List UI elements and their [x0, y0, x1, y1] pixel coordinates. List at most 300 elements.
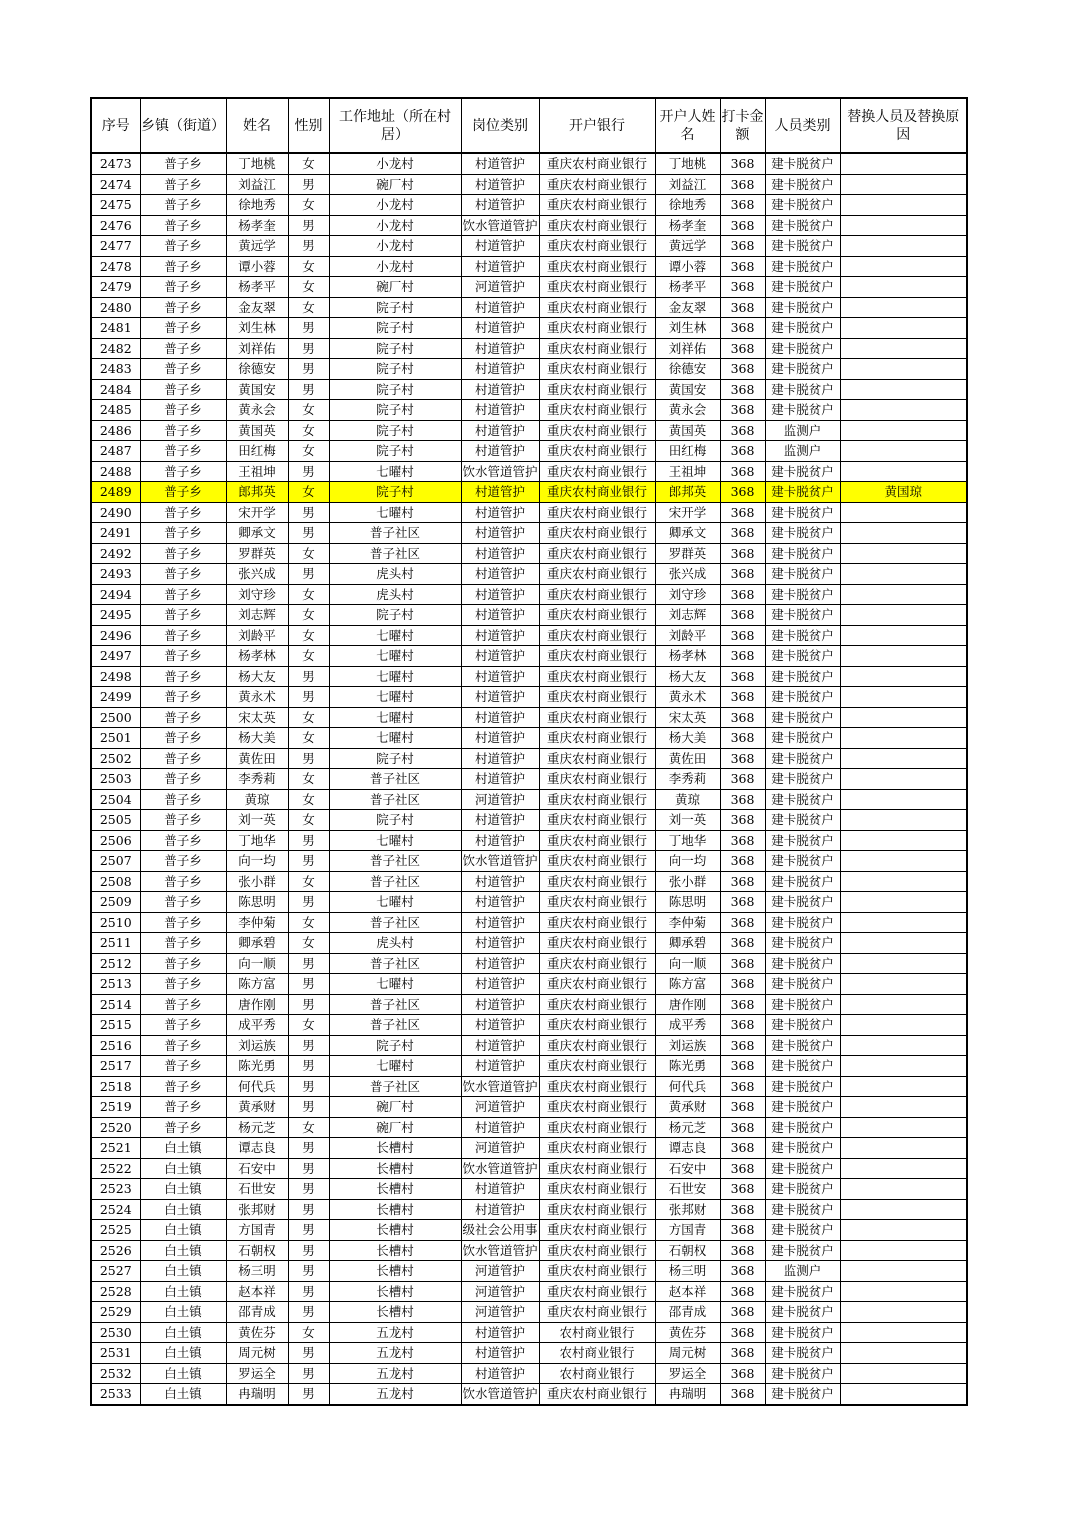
- cell-name: 卿承碧: [226, 933, 288, 954]
- cell-replacement: [840, 646, 967, 667]
- cell-township: 普子乡: [140, 277, 226, 298]
- cell-gender: 男: [288, 974, 329, 995]
- cell-name: 刘志辉: [226, 605, 288, 626]
- cell-account-holder: 陈思明: [655, 892, 720, 913]
- cell-bank: 重庆农村商业银行: [539, 1240, 655, 1261]
- cell-township: 普子乡: [140, 748, 226, 769]
- cell-name: 王祖坤: [226, 461, 288, 482]
- cell-name: 罗群英: [226, 543, 288, 564]
- cell-gender: 男: [288, 1220, 329, 1241]
- table-row: [91, 1179, 967, 1200]
- cell-name: 黄佐芬: [226, 1322, 288, 1343]
- cell-account-holder: 田红梅: [655, 441, 720, 462]
- cell-person-type: 建卡脱贫户: [765, 953, 840, 974]
- cell-work-address: 碗厂村: [329, 1117, 461, 1138]
- cell-account-holder: 卿承碧: [655, 933, 720, 954]
- cell-gender: 男: [288, 1097, 329, 1118]
- cell-index: 2491: [91, 523, 140, 544]
- cell-gender: 男: [288, 1179, 329, 1200]
- cell-township: 普子乡: [140, 400, 226, 421]
- cell-township: 普子乡: [140, 625, 226, 646]
- cell-account-holder: 杨孝林: [655, 646, 720, 667]
- cell-account-holder: 李仲菊: [655, 912, 720, 933]
- cell-gender: 男: [288, 236, 329, 257]
- cell-bank: 农村商业银行: [539, 1363, 655, 1384]
- table-row: [91, 605, 967, 626]
- cell-name: 邵青成: [226, 1302, 288, 1323]
- cell-township: 普子乡: [140, 379, 226, 400]
- cell-amount: 368: [720, 502, 765, 523]
- cell-amount: 368: [720, 318, 765, 339]
- cell-gender: 男: [288, 1199, 329, 1220]
- table-row: [91, 1343, 967, 1364]
- table-row: [91, 1138, 967, 1159]
- cell-amount: 368: [720, 338, 765, 359]
- cell-post-type: 饮水管道管护: [461, 1158, 539, 1179]
- table-row: [91, 1261, 967, 1282]
- cell-work-address: 普子社区: [329, 543, 461, 564]
- table-row: [91, 789, 967, 810]
- cell-person-type: 建卡脱贫户: [765, 277, 840, 298]
- cell-gender: 男: [288, 1384, 329, 1405]
- cell-name: 赵本祥: [226, 1281, 288, 1302]
- cell-index: 2503: [91, 769, 140, 790]
- table-row: [91, 256, 967, 277]
- cell-person-type: 建卡脱贫户: [765, 297, 840, 318]
- cell-work-address: 五龙村: [329, 1384, 461, 1405]
- cell-gender: 女: [288, 769, 329, 790]
- cell-post-type: 河道管护: [461, 1097, 539, 1118]
- cell-post-type: 村道管护: [461, 1199, 539, 1220]
- cell-post-type: 村道管护: [461, 543, 539, 564]
- cell-work-address: 普子社区: [329, 789, 461, 810]
- cell-bank: 重庆农村商业银行: [539, 892, 655, 913]
- table-row: [91, 666, 967, 687]
- cell-index: 2487: [91, 441, 140, 462]
- cell-work-address: 普子社区: [329, 769, 461, 790]
- cell-gender: 男: [288, 379, 329, 400]
- cell-gender: 女: [288, 543, 329, 564]
- cell-name: 冉瑞明: [226, 1384, 288, 1405]
- table-row: [91, 687, 967, 708]
- cell-amount: 368: [720, 748, 765, 769]
- cell-name: 卿承文: [226, 523, 288, 544]
- cell-gender: 女: [288, 728, 329, 749]
- cell-name: 杨孝奎: [226, 215, 288, 236]
- cell-work-address: 院子村: [329, 338, 461, 359]
- cell-replacement: [840, 1302, 967, 1323]
- cell-index: 2509: [91, 892, 140, 913]
- cell-index: 2482: [91, 338, 140, 359]
- cell-index: 2525: [91, 1220, 140, 1241]
- cell-name: 向一顺: [226, 953, 288, 974]
- cell-work-address: 七曜村: [329, 892, 461, 913]
- cell-person-type: 建卡脱贫户: [765, 974, 840, 995]
- cell-township: 白土镇: [140, 1240, 226, 1261]
- cell-township: 普子乡: [140, 523, 226, 544]
- cell-township: 白土镇: [140, 1343, 226, 1364]
- cell-index: 2523: [91, 1179, 140, 1200]
- cell-person-type: 监测户: [765, 420, 840, 441]
- cell-bank: 农村商业银行: [539, 1343, 655, 1364]
- cell-amount: 368: [720, 933, 765, 954]
- cell-township: 普子乡: [140, 174, 226, 195]
- table-row: [91, 1076, 967, 1097]
- cell-replacement: [840, 1220, 967, 1241]
- table-row: [91, 482, 967, 503]
- cell-township: 白土镇: [140, 1220, 226, 1241]
- cell-replacement: [840, 994, 967, 1015]
- cell-bank: 重庆农村商业银行: [539, 994, 655, 1015]
- cell-bank: 重庆农村商业银行: [539, 543, 655, 564]
- cell-amount: 368: [720, 195, 765, 216]
- cell-bank: 重庆农村商业银行: [539, 1220, 655, 1241]
- cell-township: 普子乡: [140, 912, 226, 933]
- cell-amount: 368: [720, 1117, 765, 1138]
- cell-index: 2528: [91, 1281, 140, 1302]
- cell-bank: 重庆农村商业银行: [539, 1138, 655, 1159]
- cell-gender: 男: [288, 1281, 329, 1302]
- table-row: [91, 523, 967, 544]
- cell-township: 普子乡: [140, 441, 226, 462]
- cell-replacement: [840, 666, 967, 687]
- cell-post-type: 村道管护: [461, 174, 539, 195]
- cell-post-type: 村道管护: [461, 953, 539, 974]
- cell-township: 普子乡: [140, 543, 226, 564]
- cell-replacement: [840, 851, 967, 872]
- cell-account-holder: 丁地桃: [655, 153, 720, 174]
- cell-account-holder: 金友翠: [655, 297, 720, 318]
- cell-name: 陈方富: [226, 974, 288, 995]
- cell-work-address: 普子社区: [329, 1015, 461, 1036]
- cell-work-address: 碗厂村: [329, 277, 461, 298]
- cell-index: 2483: [91, 359, 140, 380]
- cell-bank: 重庆农村商业银行: [539, 277, 655, 298]
- cell-amount: 368: [720, 871, 765, 892]
- cell-bank: 重庆农村商业银行: [539, 871, 655, 892]
- cell-gender: 女: [288, 912, 329, 933]
- cell-name: 徐德安: [226, 359, 288, 380]
- cell-person-type: 建卡脱贫户: [765, 707, 840, 728]
- cell-township: 普子乡: [140, 1056, 226, 1077]
- cell-index: 2473: [91, 153, 140, 174]
- cell-post-type: 村道管护: [461, 1363, 539, 1384]
- cell-gender: 男: [288, 318, 329, 339]
- cell-amount: 368: [720, 564, 765, 585]
- cell-name: 张邦财: [226, 1199, 288, 1220]
- table-row: [91, 1302, 967, 1323]
- cell-post-type: 饮水管道管护: [461, 851, 539, 872]
- cell-replacement: [840, 1240, 967, 1261]
- cell-bank: 重庆农村商业银行: [539, 666, 655, 687]
- cell-person-type: 建卡脱贫户: [765, 153, 840, 174]
- cell-account-holder: 黄永术: [655, 687, 720, 708]
- cell-account-holder: 黄佐芬: [655, 1322, 720, 1343]
- cell-gender: 男: [288, 830, 329, 851]
- col-header-account-holder: 开户人姓名: [655, 98, 720, 153]
- cell-township: 白土镇: [140, 1199, 226, 1220]
- cell-name: 宋开学: [226, 502, 288, 523]
- cell-post-type: 村道管护: [461, 933, 539, 954]
- cell-amount: 368: [720, 1240, 765, 1261]
- cell-township: 普子乡: [140, 666, 226, 687]
- cell-name: 杨孝林: [226, 646, 288, 667]
- cell-township: 普子乡: [140, 461, 226, 482]
- table-row: [91, 974, 967, 995]
- cell-work-address: 七曜村: [329, 646, 461, 667]
- cell-amount: 368: [720, 236, 765, 257]
- cell-work-address: 七曜村: [329, 974, 461, 995]
- cell-person-type: 建卡脱贫户: [765, 1199, 840, 1220]
- cell-post-type: 村道管护: [461, 871, 539, 892]
- cell-bank: 重庆农村商业银行: [539, 318, 655, 339]
- cell-bank: 重庆农村商业银行: [539, 400, 655, 421]
- cell-replacement: 黄国琼: [840, 482, 967, 503]
- cell-person-type: 建卡脱贫户: [765, 748, 840, 769]
- cell-name: 刘一英: [226, 810, 288, 831]
- cell-replacement: [840, 584, 967, 605]
- cell-post-type: 河道管护: [461, 1138, 539, 1159]
- cell-account-holder: 刘志辉: [655, 605, 720, 626]
- cell-bank: 重庆农村商业银行: [539, 256, 655, 277]
- cell-person-type: 建卡脱贫户: [765, 256, 840, 277]
- cell-gender: 女: [288, 646, 329, 667]
- cell-person-type: 建卡脱贫户: [765, 1097, 840, 1118]
- cell-post-type: 村道管护: [461, 974, 539, 995]
- col-header-person-type: 人员类别: [765, 98, 840, 153]
- cell-person-type: 建卡脱贫户: [765, 359, 840, 380]
- cell-name: 徐地秀: [226, 195, 288, 216]
- cell-township: 普子乡: [140, 1035, 226, 1056]
- cell-amount: 368: [720, 687, 765, 708]
- header-row: [91, 98, 967, 153]
- cell-amount: 368: [720, 851, 765, 872]
- cell-bank: 重庆农村商业银行: [539, 1056, 655, 1077]
- cell-bank: 重庆农村商业银行: [539, 1384, 655, 1405]
- cell-amount: 368: [720, 1179, 765, 1200]
- cell-index: 2515: [91, 1015, 140, 1036]
- cell-account-holder: 徐地秀: [655, 195, 720, 216]
- table-row: [91, 564, 967, 585]
- cell-index: 2522: [91, 1158, 140, 1179]
- cell-gender: 女: [288, 441, 329, 462]
- cell-township: 普子乡: [140, 994, 226, 1015]
- cell-township: 普子乡: [140, 318, 226, 339]
- cell-account-holder: 宋太英: [655, 707, 720, 728]
- cell-replacement: [840, 1322, 967, 1343]
- cell-replacement: [840, 195, 967, 216]
- cell-gender: 男: [288, 461, 329, 482]
- table-row: [91, 748, 967, 769]
- cell-name: 李秀莉: [226, 769, 288, 790]
- cell-name: 黄永术: [226, 687, 288, 708]
- cell-bank: 重庆农村商业银行: [539, 215, 655, 236]
- cell-work-address: 小龙村: [329, 215, 461, 236]
- cell-work-address: 普子社区: [329, 1076, 461, 1097]
- table-row: [91, 153, 967, 174]
- cell-person-type: 建卡脱贫户: [765, 1384, 840, 1405]
- cell-person-type: 建卡脱贫户: [765, 1117, 840, 1138]
- cell-index: 2511: [91, 933, 140, 954]
- cell-person-type: 建卡脱贫户: [765, 912, 840, 933]
- cell-account-holder: 刘守珍: [655, 584, 720, 605]
- cell-replacement: [840, 461, 967, 482]
- cell-replacement: [840, 297, 967, 318]
- cell-post-type: 村道管护: [461, 912, 539, 933]
- cell-work-address: 普子社区: [329, 871, 461, 892]
- cell-person-type: 建卡脱贫户: [765, 646, 840, 667]
- cell-account-holder: 黄承财: [655, 1097, 720, 1118]
- cell-person-type: 建卡脱贫户: [765, 933, 840, 954]
- cell-account-holder: 刘生林: [655, 318, 720, 339]
- cell-work-address: 长槽村: [329, 1240, 461, 1261]
- cell-bank: 重庆农村商业银行: [539, 625, 655, 646]
- cell-replacement: [840, 174, 967, 195]
- cell-account-holder: 周元树: [655, 1343, 720, 1364]
- cell-post-type: 村道管护: [461, 482, 539, 503]
- cell-index: 2496: [91, 625, 140, 646]
- cell-person-type: 建卡脱贫户: [765, 769, 840, 790]
- cell-replacement: [840, 1138, 967, 1159]
- cell-account-holder: 张小群: [655, 871, 720, 892]
- cell-post-type: 村道管护: [461, 810, 539, 831]
- cell-account-holder: 杨大友: [655, 666, 720, 687]
- cell-account-holder: 刘龄平: [655, 625, 720, 646]
- cell-person-type: 建卡脱贫户: [765, 236, 840, 257]
- cell-post-type: 村道管护: [461, 420, 539, 441]
- cell-work-address: 七曜村: [329, 625, 461, 646]
- cell-post-type: 河道管护: [461, 1281, 539, 1302]
- cell-account-holder: 王祖坤: [655, 461, 720, 482]
- cell-replacement: [840, 830, 967, 851]
- cell-index: 2488: [91, 461, 140, 482]
- cell-gender: 男: [288, 1158, 329, 1179]
- cell-account-holder: 刘运族: [655, 1035, 720, 1056]
- cell-account-holder: 谭小蓉: [655, 256, 720, 277]
- col-header-replacement: 替换人员及替换原因: [840, 98, 967, 153]
- table-row: [91, 625, 967, 646]
- cell-post-type: 村道管护: [461, 1179, 539, 1200]
- cell-gender: 男: [288, 338, 329, 359]
- cell-index: 2519: [91, 1097, 140, 1118]
- table-row: [91, 215, 967, 236]
- table-row: [91, 1363, 967, 1384]
- cell-amount: 368: [720, 605, 765, 626]
- cell-gender: 女: [288, 1322, 329, 1343]
- table-row: [91, 297, 967, 318]
- cell-post-type: 村道管护: [461, 236, 539, 257]
- cell-index: 2475: [91, 195, 140, 216]
- table-row: [91, 1322, 967, 1343]
- col-header-name: 姓名: [226, 98, 288, 153]
- cell-amount: 368: [720, 400, 765, 421]
- cell-bank: 重庆农村商业银行: [539, 564, 655, 585]
- cell-account-holder: 黄国英: [655, 420, 720, 441]
- cell-gender: 男: [288, 215, 329, 236]
- cell-account-holder: 丁地华: [655, 830, 720, 851]
- cell-township: 白土镇: [140, 1138, 226, 1159]
- cell-account-holder: 方国青: [655, 1220, 720, 1241]
- cell-work-address: 长槽村: [329, 1281, 461, 1302]
- table-row: [91, 851, 967, 872]
- cell-amount: 368: [720, 789, 765, 810]
- table-row: [91, 379, 967, 400]
- cell-post-type: 村道管护: [461, 1015, 539, 1036]
- cell-post-type: 河道管护: [461, 1302, 539, 1323]
- cell-account-holder: 冉瑞明: [655, 1384, 720, 1405]
- cell-amount: 368: [720, 1015, 765, 1036]
- cell-replacement: [840, 1015, 967, 1036]
- cell-amount: 368: [720, 379, 765, 400]
- cell-name: 李仲菊: [226, 912, 288, 933]
- cell-amount: 368: [720, 359, 765, 380]
- cell-township: 普子乡: [140, 297, 226, 318]
- cell-replacement: [840, 256, 967, 277]
- cell-index: 2484: [91, 379, 140, 400]
- cell-gender: 女: [288, 420, 329, 441]
- cell-post-type: 村道管护: [461, 297, 539, 318]
- table-row: [91, 277, 967, 298]
- cell-bank: 重庆农村商业银行: [539, 523, 655, 544]
- cell-post-type: 村道管护: [461, 400, 539, 421]
- cell-replacement: [840, 1363, 967, 1384]
- cell-replacement: [840, 1158, 967, 1179]
- cell-replacement: [840, 379, 967, 400]
- cell-index: 2507: [91, 851, 140, 872]
- cell-post-type: 村道管护: [461, 728, 539, 749]
- cell-amount: 368: [720, 994, 765, 1015]
- cell-amount: 368: [720, 1322, 765, 1343]
- cell-bank: 重庆农村商业银行: [539, 748, 655, 769]
- cell-bank: 重庆农村商业银行: [539, 605, 655, 626]
- cell-person-type: 建卡脱贫户: [765, 605, 840, 626]
- cell-work-address: 碗厂村: [329, 1097, 461, 1118]
- cell-person-type: 建卡脱贫户: [765, 1179, 840, 1200]
- cell-post-type: 村道管护: [461, 748, 539, 769]
- cell-amount: 368: [720, 482, 765, 503]
- cell-name: 谭志良: [226, 1138, 288, 1159]
- cell-work-address: 院子村: [329, 810, 461, 831]
- cell-name: 刘益江: [226, 174, 288, 195]
- cell-township: 白土镇: [140, 1384, 226, 1405]
- cell-township: 白土镇: [140, 1158, 226, 1179]
- table-row: [91, 195, 967, 216]
- cell-index: 2486: [91, 420, 140, 441]
- table-row: [91, 953, 967, 974]
- cell-index: 2508: [91, 871, 140, 892]
- cell-bank: 重庆农村商业银行: [539, 769, 655, 790]
- cell-post-type: 村道管护: [461, 564, 539, 585]
- cell-work-address: 小龙村: [329, 236, 461, 257]
- cell-township: 普子乡: [140, 687, 226, 708]
- cell-amount: 368: [720, 953, 765, 974]
- cell-bank: 重庆农村商业银行: [539, 1199, 655, 1220]
- cell-replacement: [840, 769, 967, 790]
- cell-gender: 女: [288, 625, 329, 646]
- cell-person-type: 建卡脱贫户: [765, 892, 840, 913]
- cell-amount: 368: [720, 666, 765, 687]
- cell-amount: 368: [720, 461, 765, 482]
- cell-person-type: 建卡脱贫户: [765, 400, 840, 421]
- cell-township: 白土镇: [140, 1281, 226, 1302]
- cell-index: 2514: [91, 994, 140, 1015]
- cell-index: 2517: [91, 1056, 140, 1077]
- cell-bank: 重庆农村商业银行: [539, 236, 655, 257]
- cell-replacement: [840, 236, 967, 257]
- cell-gender: 男: [288, 687, 329, 708]
- cell-township: 普子乡: [140, 871, 226, 892]
- cell-name: 石世安: [226, 1179, 288, 1200]
